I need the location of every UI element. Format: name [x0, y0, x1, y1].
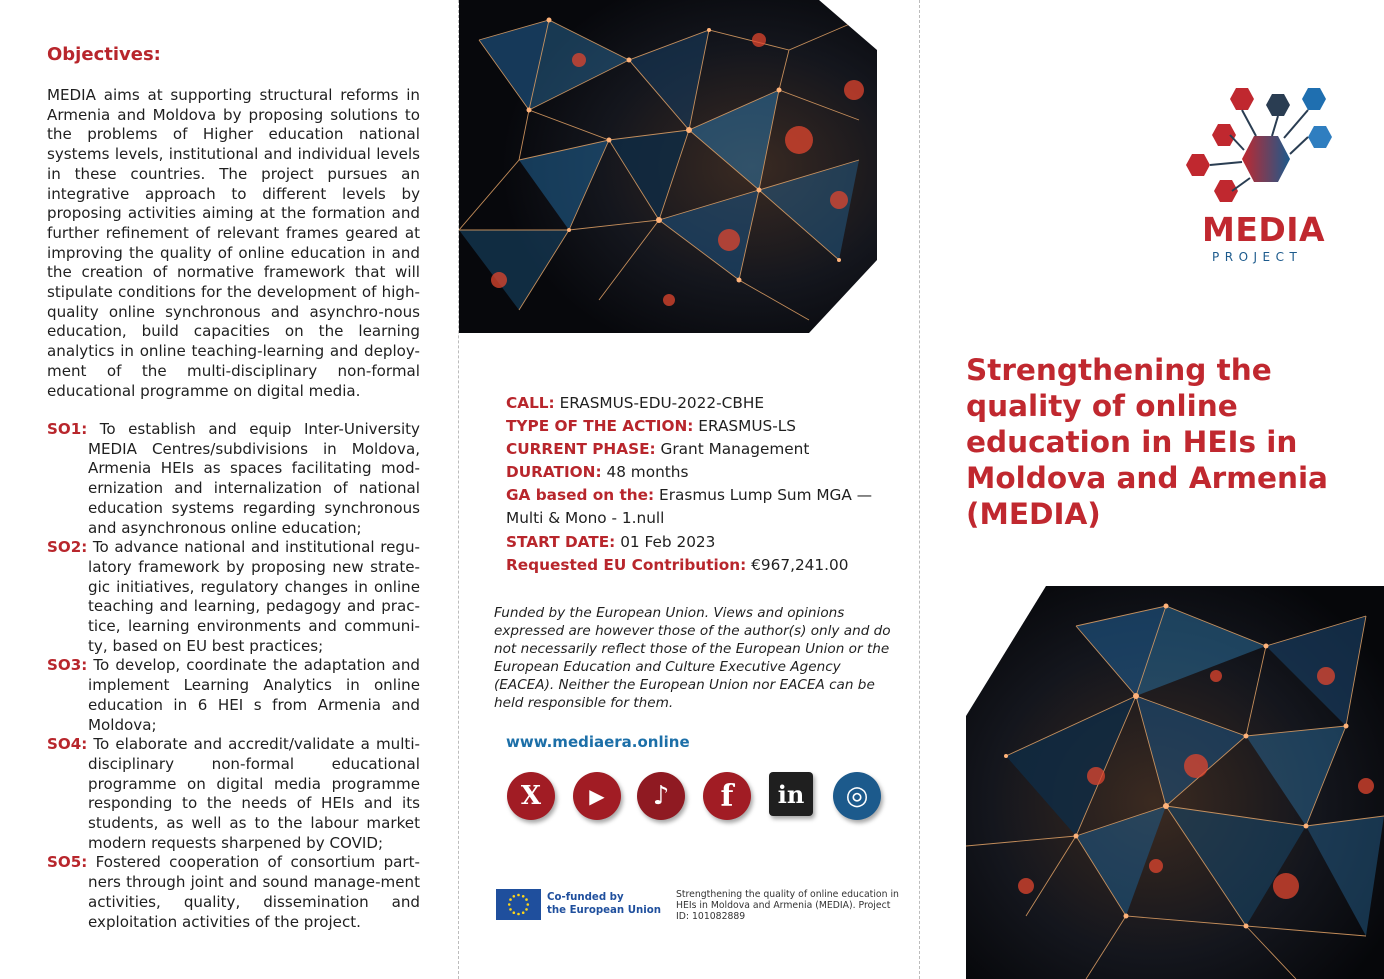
info-value: 01 Feb 2023 [620, 532, 716, 551]
cover-panel [920, 0, 1384, 979]
so-item [47, 538, 420, 656]
info-value: ERASMUS-EDU-2022-CBHE [559, 394, 764, 412]
info-key: CURRENT PHASE: [506, 440, 656, 459]
info-row [506, 554, 906, 577]
linkedin-icon[interactable]: in [769, 772, 813, 816]
info-key: TYPE OF THE ACTION: [506, 417, 694, 436]
eu-flag-icon [496, 889, 541, 920]
objectives-panel [47, 0, 421, 979]
specific-objectives-list [47, 420, 420, 932]
so-text: Fostered cooperation of consortium part-ners through joint and sound manage-ment activities, quality, dissemination and exploitation activities of the project. [88, 853, 420, 931]
so-tag: SO3: [47, 656, 88, 675]
brochure-title: Strengthening the quality of online education in HEIs in Moldova and Armenia (MEDIA) [966, 353, 1328, 531]
project-info [506, 392, 906, 577]
project-id-note: Strengthening the quality of online education in HEIs in Moldova and Armenia (MEDIA). Project ID: 101082889 [676, 889, 899, 923]
info-row [506, 438, 906, 461]
info-value: Grant Management [660, 440, 810, 459]
info-key: CALL: [506, 394, 555, 412]
info-key: GA based on the: [506, 486, 655, 505]
so-text: To develop, coordinate the adaptation and implement Learning Analytics in online education in 6 HEI s from Armenia and Moldova; [88, 656, 420, 734]
instagram-icon[interactable]: ◎ [833, 772, 881, 820]
info-value: 48 months [606, 463, 689, 482]
network-artwork-bottom [966, 586, 1384, 979]
info-value: Erasmus Lump Sum MGA — Multi & Mono - 1.null [506, 486, 873, 528]
youtube-icon[interactable]: ▶ [573, 772, 621, 820]
eu-funding-block [496, 884, 916, 934]
eu-cofunded-label [547, 892, 661, 917]
info-row [506, 484, 906, 530]
social-links [503, 772, 883, 828]
info-panel [459, 0, 919, 979]
so-text: To establish and equip Inter-University MEDIA Centres/subdivisions in Moldova, Armenia HEIs as spaces facilitating mod-ernization and internalization of national education systems regarding synchronous and asynchronous online education; [88, 420, 420, 537]
info-row [506, 392, 906, 415]
objectives-title: Objectives: [47, 44, 161, 65]
facebook-icon[interactable]: f [703, 772, 751, 820]
so-tag: SO1: [47, 420, 88, 438]
eu-label-line1: Co-funded by [547, 892, 624, 903]
tiktok-icon[interactable]: ♪ [637, 772, 685, 820]
so-item [47, 420, 420, 538]
logo-wordmark: MEDIA [1202, 210, 1326, 249]
so-text: To elaborate and accredit/validate a multi-disciplinary non-formal educational programme on digital media programme responding to the needs of HEIs and its students, as well as to the labour market modern requests sharpened by COVID; [88, 735, 420, 852]
network-artwork-top [459, 0, 877, 333]
info-key: START DATE: [506, 532, 616, 551]
eu-disclaimer: Funded by the European Union. Views and opinions expressed are however those of the author(s) only and do not necessarily reflect those of the European Union or the European Education and Culture Executive Agency (EACEA). Neither the European Union nor EACEA can be held responsible for them. [494, 605, 891, 711]
logo-subtitle: PROJECT [1212, 250, 1303, 264]
x-icon[interactable]: X [507, 772, 555, 820]
so-tag: SO4: [47, 735, 88, 754]
so-item [47, 735, 420, 853]
info-key: DURATION: [506, 463, 602, 482]
website-link[interactable]: www.mediaera.online [506, 733, 690, 751]
info-value: €967,241.00 [751, 555, 849, 574]
so-item [47, 656, 420, 735]
objectives-text: MEDIA aims at supporting structural reforms in Armenia and Moldova by proposing solutions to the problems of Higher education national systems levels, institutional and individual levels in these countries. The project pursues an integrative approach to different levels by proposing activities aiming at the formation and further refinement of relevant frames geared at improving the quality of online education in and the creation of normative framework that will stipulate conditions for the development of high-quality online synchronous and asynchro-nous education, build capacities on the learning analytics in online teaching-learning and deploy-ment of the multi-disciplinary non-formal educational programme on digital media. [47, 86, 420, 400]
eu-label-line2: the European Union [547, 904, 661, 916]
info-row [506, 461, 906, 484]
so-tag: SO2: [47, 538, 88, 557]
info-key: Requested EU Contribution: [506, 555, 747, 574]
so-text: To advance national and institutional regu-latory framework by proposing new strate-gic initiatives, regulatory changes in online teaching and learning, pedagogy and prac-tice, learning environments and communi-ty, based on EU best practices; [88, 538, 420, 655]
info-row [506, 531, 906, 554]
info-row [506, 415, 906, 438]
info-value: ERASMUS-LS [698, 417, 796, 436]
so-item [47, 853, 420, 932]
so-tag: SO5: [47, 853, 88, 872]
